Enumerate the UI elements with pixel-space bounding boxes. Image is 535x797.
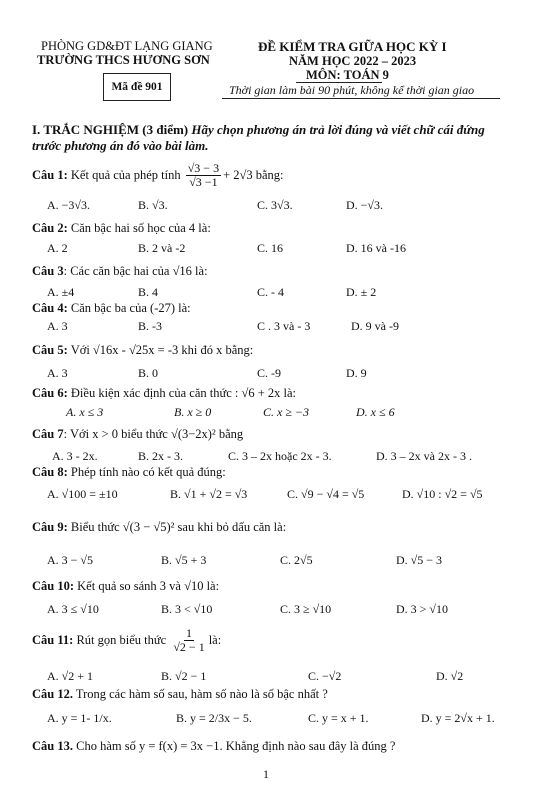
section-heading bbox=[32, 122, 485, 138]
question-text: Căn bậc ba của (-27) là: bbox=[70, 301, 191, 315]
q6-option-a: A. x ≤ 3 bbox=[66, 405, 104, 419]
question-text: Cho hàm số y = f(x) = 3x −1. Khẳng định nào sau đây là đúng ? bbox=[76, 739, 396, 753]
question-text: Với √16x - √25x = -3 khi đó x bằng: bbox=[70, 343, 254, 357]
question-text: Trong các hàm số sau, hàm số nào là số bậc nhất ? bbox=[75, 687, 328, 701]
q3-option-c: C. - 4 bbox=[257, 285, 284, 299]
q5-option-a: A. 3 bbox=[47, 366, 68, 380]
question-2 bbox=[32, 221, 211, 236]
q4-option-d: D. 9 và -9 bbox=[351, 319, 399, 333]
time-underline bbox=[222, 98, 500, 99]
question-text: Kết quả của phép tính bbox=[70, 167, 181, 182]
question-label: Câu 3 bbox=[32, 264, 64, 278]
fraction-denominator: √2 − 1 bbox=[173, 639, 205, 654]
exam-code-box bbox=[103, 73, 171, 101]
q5-option-d: D. 9 bbox=[346, 366, 367, 380]
q1-option-a: A. −3√3. bbox=[47, 198, 91, 212]
q8-option-b: B. √1 + √2 = √3 bbox=[170, 487, 248, 501]
question-label: Câu 2: bbox=[32, 221, 68, 235]
question-6 bbox=[32, 386, 296, 401]
q9-option-c: C. 2√5 bbox=[280, 553, 313, 567]
subject: MÔN: TOÁN 9 bbox=[306, 68, 389, 82]
q12-option-c: C. y = x + 1. bbox=[308, 711, 369, 725]
q9-option-b: B. √5 + 3 bbox=[161, 553, 207, 567]
q11-option-d: D. √2 bbox=[436, 669, 464, 683]
q6-option-d: D. x ≤ 6 bbox=[356, 405, 395, 419]
question-text: : Các căn bậc hai của √16 là: bbox=[63, 264, 208, 278]
page-number: 1 bbox=[263, 767, 269, 781]
question-label: Câu 9: bbox=[32, 520, 68, 534]
q3-option-b: B. 4 bbox=[138, 285, 159, 299]
q1-option-b: B. √3. bbox=[138, 198, 168, 212]
fraction-numerator: 1 bbox=[186, 625, 193, 640]
q8-option-a: A. √100 = ±10 bbox=[47, 487, 118, 501]
question-label: Câu 11: bbox=[32, 632, 74, 647]
question-label: Câu 1: bbox=[32, 167, 68, 182]
question-1 bbox=[32, 160, 284, 190]
q12-option-a: A. y = 1- 1/x. bbox=[47, 711, 112, 725]
question-11 bbox=[32, 624, 221, 656]
department-name: PHÒNG GD&ĐT LẠNG GIANG bbox=[41, 39, 213, 53]
q6-option-b: B. x ≥ 0 bbox=[174, 405, 212, 419]
fraction bbox=[186, 162, 221, 188]
q10-option-c: C. 3 ≥ √10 bbox=[280, 602, 332, 616]
question-label: Câu 8: bbox=[32, 465, 68, 479]
q4-option-b: B. -3 bbox=[138, 319, 162, 333]
question-text: Phép tính nào có kết quả đúng: bbox=[70, 465, 226, 479]
question-label: Câu 4: bbox=[32, 301, 68, 315]
question-extra: + 2√3 bbox=[223, 167, 253, 182]
q1-option-c: C. 3√3. bbox=[257, 198, 293, 212]
q9-option-a: A. 3 − √5 bbox=[47, 553, 94, 567]
exam-code: Mã đề 901 bbox=[111, 81, 163, 93]
time-note: Thời gian làm bài 90 phút, không kể thời gian giao bbox=[229, 83, 475, 97]
q8-option-c: C. √9 − √4 = √5 bbox=[287, 487, 365, 501]
question-tail: bằng: bbox=[255, 167, 284, 182]
q10-option-b: B. 3 < √10 bbox=[161, 602, 213, 616]
q7-option-c: C. 3 – 2x hoặc 2x - 3. bbox=[228, 449, 332, 463]
q7-option-b: B. 2x - 3. bbox=[138, 449, 183, 463]
q12-option-d: D. y = 2√x + 1. bbox=[421, 711, 495, 725]
q2-option-b: B. 2 và -2 bbox=[138, 241, 186, 255]
question-8 bbox=[32, 465, 226, 480]
q7-option-d: D. 3 – 2x và 2x - 3 . bbox=[376, 449, 472, 463]
question-5 bbox=[32, 343, 253, 358]
question-text: Rút gọn biểu thức bbox=[76, 632, 167, 647]
fraction bbox=[171, 627, 206, 653]
q11-option-c: C. −√2 bbox=[308, 669, 342, 683]
q2-option-c: C. 16 bbox=[257, 241, 284, 255]
question-12 bbox=[32, 687, 328, 702]
question-text: Kết quả so sánh 3 và √10 là: bbox=[77, 579, 220, 593]
question-3 bbox=[32, 264, 208, 279]
question-text: Căn bậc hai số học của 4 là: bbox=[70, 221, 211, 235]
q1-option-d: D. −√3. bbox=[346, 198, 384, 212]
school-name: TRƯỜNG THCS HƯƠNG SƠN bbox=[37, 53, 210, 67]
section-instruction-1: Hãy chọn phương án trả lời đúng và viết chữ cái đứng bbox=[191, 122, 485, 137]
q4-option-a: A. 3 bbox=[47, 319, 68, 333]
question-text: : Với x > 0 biểu thức √(3−2x)² bằng bbox=[63, 427, 244, 441]
q5-option-b: B. 0 bbox=[138, 366, 159, 380]
q9-option-d: D. √5 − 3 bbox=[396, 553, 443, 567]
question-9 bbox=[32, 520, 286, 535]
q6-option-c: C. x ≥ −3 bbox=[263, 405, 310, 419]
q2-option-d: D. 16 và -16 bbox=[346, 241, 406, 255]
q3-option-d: D. ± 2 bbox=[346, 285, 377, 299]
exam-title: ĐỀ KIỂM TRA GIỮA HỌC KỲ I bbox=[258, 39, 447, 54]
question-10 bbox=[32, 579, 219, 594]
school-year: NĂM HỌC 2022 – 2023 bbox=[289, 54, 417, 68]
question-13 bbox=[32, 739, 395, 754]
question-text: Điều kiện xác định của căn thức : √6 + 2x là: bbox=[70, 386, 297, 400]
q10-option-a: A. 3 ≤ √10 bbox=[47, 602, 99, 616]
fraction-numerator: √3 − 3 bbox=[187, 160, 220, 175]
q11-option-a: A. √2 + 1 bbox=[47, 669, 94, 683]
q4-option-c: C . 3 và - 3 bbox=[257, 319, 311, 333]
q3-option-a: A. ±4 bbox=[47, 285, 75, 299]
q8-option-d: D. √10 : √2 = √5 bbox=[402, 487, 483, 501]
fraction-denominator: √3 −1 bbox=[189, 174, 218, 189]
q11-option-b: B. √2 − 1 bbox=[161, 669, 207, 683]
question-label: Câu 10: bbox=[32, 579, 75, 593]
question-label: Câu 13. bbox=[32, 739, 73, 753]
q12-option-b: B. y = 2/3x − 5. bbox=[176, 711, 252, 725]
section-instruction-2: trước phương án đó vào bài làm. bbox=[32, 138, 209, 153]
question-label: Câu 12. bbox=[32, 687, 73, 701]
question-7 bbox=[32, 427, 243, 442]
question-text: Biểu thức √(3 − √5)² sau khi bỏ dấu căn là: bbox=[70, 520, 287, 534]
question-label: Câu 7 bbox=[32, 427, 64, 441]
question-4 bbox=[32, 301, 191, 316]
q5-option-c: C. -9 bbox=[257, 366, 281, 380]
q7-option-a: A. 3 - 2x. bbox=[52, 449, 98, 463]
section-title: I. TRẮC NGHIỆM (3 điểm) bbox=[32, 122, 189, 137]
question-tail: là: bbox=[208, 632, 222, 647]
question-label: Câu 5: bbox=[32, 343, 68, 357]
question-label: Câu 6: bbox=[32, 386, 68, 400]
q10-option-d: D. 3 > √10 bbox=[396, 602, 449, 616]
q2-option-a: A. 2 bbox=[47, 241, 68, 255]
